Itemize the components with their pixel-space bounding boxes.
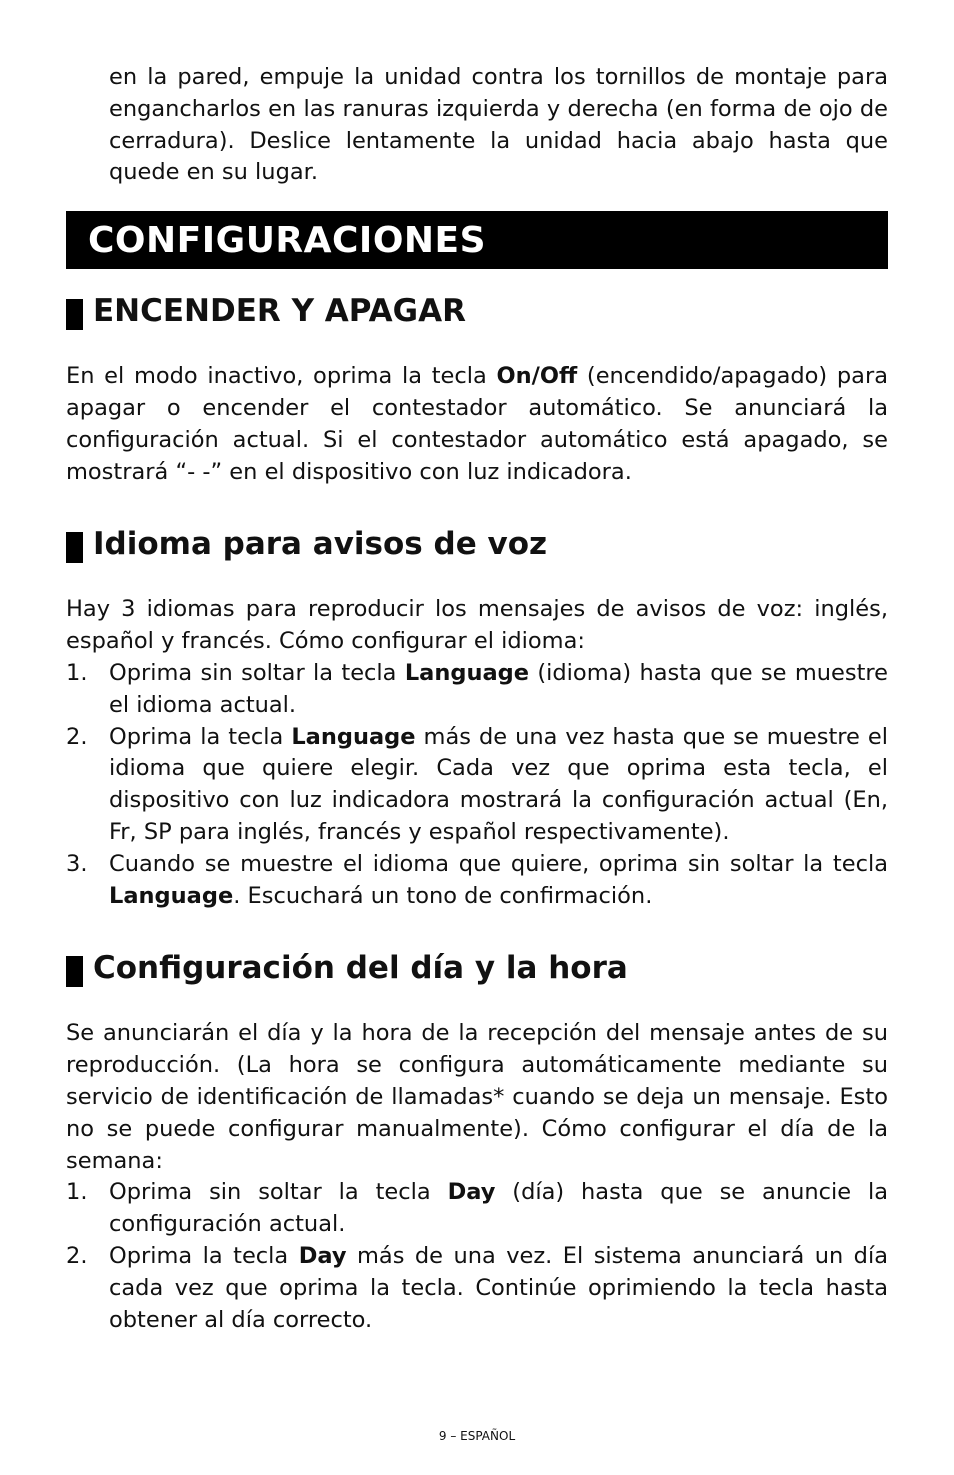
- step-text: [109, 658, 888, 722]
- page-content: [66, 62, 888, 1336]
- step-text-b: (día) hasta que se anuncie la configuración actual.: [109, 1179, 888, 1238]
- step-text-b: más de una vez. El sistema anunciará un día cada vez que oprima la tecla. Continúe oprimiendo la tecla hasta obtener al día correcto.: [109, 1242, 888, 1333]
- step-key-label: Day: [298, 1242, 347, 1269]
- heading-marker: [66, 532, 83, 563]
- power-key-label: On/Off: [496, 363, 578, 390]
- day-time-intro: Se anunciarán el día y la hora de la recepción del mensaje antes de su reproducción. (La hora se configura automáticamente mediante su servicio de identificación de llamadas* cuando se deja un mensaje. Esto no se puede configurar manualmente). Cómo configurar el día de la semana:: [66, 1020, 888, 1174]
- list-item: [66, 722, 888, 849]
- step-number: 2.: [66, 1242, 88, 1269]
- language-intro: Hay 3 idiomas para reproducir los mensajes de avisos de voz: inglés, español y francés. Cómo configurar el idioma:: [66, 596, 888, 655]
- step-text-a: Cuando se muestre el idioma que quiere, oprima sin soltar la tecla: [109, 850, 888, 877]
- step-text: [109, 1241, 888, 1336]
- step-key-label: Language: [109, 882, 234, 909]
- power-text-b: (encendido/apagado) para apagar o encender el contestador automático. Se anunciará la configuración actual. Si el contestador automático está apagado, se mostrará “- -” en el dispositivo con luz indicadora.: [66, 363, 889, 485]
- list-item: [66, 1241, 888, 1336]
- step-text-b: . Escuchará un tono de confirmación.: [233, 882, 653, 909]
- step-text-b: (idioma) hasta que se muestre el idioma actual.: [109, 659, 888, 718]
- step-text: [109, 722, 888, 849]
- list-item: [66, 658, 888, 722]
- section-title-power: ENCENDER Y APAGAR: [93, 293, 466, 330]
- step-text-a: Oprima la tecla: [109, 723, 292, 750]
- step-text-a: Oprima sin soltar la tecla: [109, 659, 405, 686]
- step-number: 1.: [66, 1179, 88, 1206]
- language-steps: [66, 658, 888, 912]
- step-key-label: Language: [291, 723, 416, 750]
- heading-marker: [66, 299, 83, 330]
- section-heading-power: [66, 291, 888, 331]
- power-paragraph: [66, 361, 888, 488]
- list-item: [66, 849, 888, 913]
- step-number: 3.: [66, 850, 88, 877]
- day-steps: [66, 1177, 888, 1336]
- section-title-day-time: Configuración del día y la hora: [93, 950, 628, 987]
- step-key-label: Language: [404, 659, 530, 686]
- banner-title: CONFIGURACIONES: [88, 219, 487, 261]
- heading-marker: [66, 956, 83, 987]
- step-number: 1.: [66, 659, 88, 686]
- intro-paragraph: en la pared, empuje la unidad contra los tornillos de montaje para engancharlos en las ranuras izquierda y derecha (en forma de ojo de cerradura). Deslice lentamente la unidad hacia abajo hasta que quede en su lugar.: [109, 64, 888, 186]
- step-key-label: Day: [447, 1179, 496, 1206]
- section-banner: [66, 211, 888, 269]
- step-text-b: más de una vez hasta que se muestre el idioma que quiere elegir. Cada vez que oprima esta tecla, el dispositivo con luz indicadora mostrará la configuración actual (En, Fr, SP para inglés, francés y español respectivamente).: [109, 723, 888, 845]
- step-text: [109, 849, 888, 913]
- list-item: [66, 1177, 888, 1241]
- step-number: 2.: [66, 723, 88, 750]
- page-footer: 9 – ESPAÑOL: [438, 1429, 516, 1443]
- section-title-language: Idioma para avisos de voz: [93, 526, 548, 563]
- power-text-a: En el modo inactivo, oprima la tecla: [66, 363, 497, 390]
- section-heading-language: [66, 524, 888, 564]
- step-text-a: Oprima la tecla: [109, 1242, 299, 1269]
- step-text-a: Oprima sin soltar la tecla: [109, 1179, 448, 1206]
- section-heading-day-time: [66, 948, 888, 988]
- step-text: [109, 1177, 888, 1241]
